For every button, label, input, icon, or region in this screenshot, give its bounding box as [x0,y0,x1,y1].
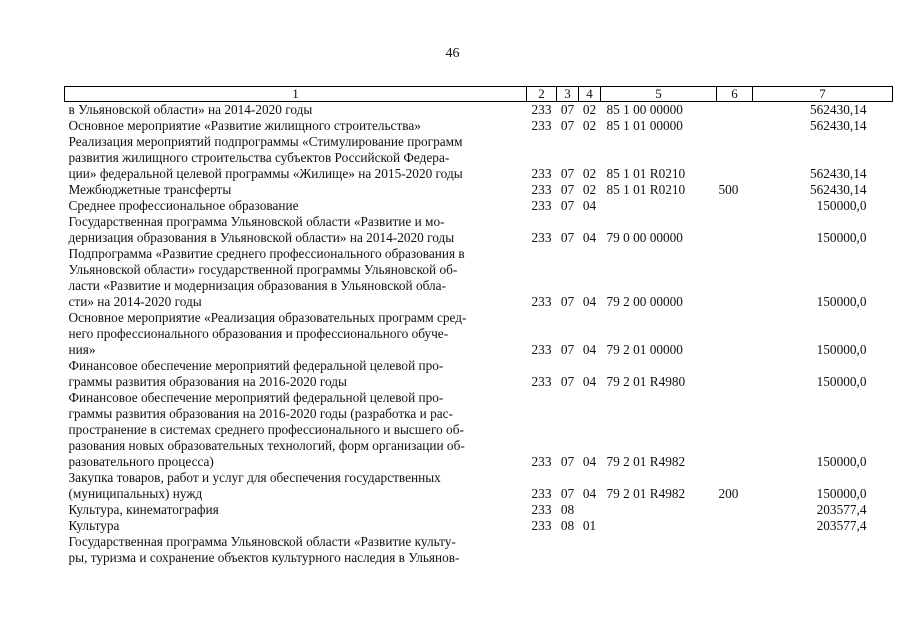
table-row [65,134,893,182]
code-target-article: 79 2 01 R4982 [606,486,686,501]
header-cell: 4 [579,87,601,102]
amount: 562430,14 [809,166,867,181]
amount: 150000,0 [816,230,867,245]
table-row [65,102,893,119]
code-admin: 233 [531,166,552,181]
code-target-article [601,534,717,566]
code-subsection: 04 [582,294,597,309]
code-subsection: 02 [582,118,597,133]
row-name-line: Государственная программа Ульяновской области «Развитие культу- [68,534,456,549]
row-name [65,390,527,470]
amount: 150000,0 [816,374,867,389]
row-name-line: Среднее профессиональное образование [68,198,299,213]
table-row [65,214,893,246]
code-admin: 233 [531,230,552,245]
row-name-line: Закупка товаров, работ и услуг для обеспечения государственных [68,470,441,485]
row-name-line: Финансовое обеспечение мероприятий федеральной целевой про- [68,390,444,405]
row-name [65,182,527,198]
header-cell: 7 [753,87,893,102]
code-subsection: 04 [582,486,597,501]
amount: 150000,0 [816,342,867,357]
code-admin: 233 [531,102,552,117]
code-subsection: 04 [582,230,597,245]
header-cell: 1 [65,87,527,102]
row-name-line: ния» [68,342,96,357]
row-name-line: ры, туризма и сохранение объектов культурного наследия в Ульянов- [68,550,460,565]
code-target-article [601,518,717,534]
code-section: 07 [560,166,575,181]
row-name-line: ции» федеральной целевой программы «Жилище» на 2015-2020 годы [68,166,463,181]
amount: 203577,4 [816,502,867,517]
code-section: 07 [560,118,575,133]
code-target-article: 85 1 01 R0210 [606,182,686,197]
row-name-line: Реализация мероприятий подпрограммы «Стимулирование программ [68,134,463,149]
table-row [65,198,893,214]
code-admin [527,534,557,566]
row-name-line: сти» на 2014-2020 годы [68,294,202,309]
code-expense-type [717,198,753,214]
amount [753,534,893,566]
row-name [65,134,527,182]
code-admin: 233 [531,486,552,501]
row-name [65,214,527,246]
row-name-line: разовательного процесса) [68,454,214,469]
code-subsection: 04 [582,454,597,469]
row-name [65,534,527,566]
code-target-article: 85 1 01 R0210 [606,166,686,181]
code-section: 07 [560,182,575,197]
row-name [65,102,527,119]
code-expense-type [717,134,753,182]
code-expense-type: 200 [718,486,739,501]
row-name [65,118,527,134]
code-section: 07 [560,486,575,501]
amount: 203577,4 [816,518,867,533]
code-admin: 233 [531,342,552,357]
code-section: 07 [560,198,575,213]
code-subsection: 02 [582,102,597,117]
code-section [557,534,579,566]
code-subsection: 01 [582,518,597,533]
code-section: 07 [560,230,575,245]
row-name-line: дернизация образования в Ульяновской области» на 2014-2020 годы [68,230,455,245]
row-name [65,358,527,390]
code-target-article [601,502,717,518]
header-cell: 5 [601,87,717,102]
code-target-article: 79 0 00 00000 [606,230,683,245]
row-name-line: Финансовое обеспечение мероприятий федеральной целевой про- [68,358,444,373]
amount: 562430,14 [809,182,867,197]
code-target-article: 85 1 01 00000 [606,118,683,133]
code-expense-type [717,534,753,566]
header-cell: 6 [717,87,753,102]
amount: 150000,0 [816,198,867,213]
table-row [65,358,893,390]
code-admin: 233 [531,502,552,517]
row-name-line: Государственная программа Ульяновской области «Развитие и мо- [68,214,445,229]
code-target-article [601,198,717,214]
code-expense-type [717,358,753,390]
row-name-line: Основное мероприятие «Развитие жилищного строительства» [68,118,421,133]
row-name-line: пространение в системах среднего профессионального и высшего об- [68,422,464,437]
row-name-line: Ульяновской области» государственной программы Ульяновской об- [68,262,458,277]
row-name-line: (муниципальных) нужд [68,486,203,501]
code-subsection: 04 [582,198,597,213]
code-expense-type [717,518,753,534]
code-subsection [579,502,601,518]
row-name-line: Культура [68,518,120,533]
code-target-article: 79 2 01 R4980 [606,374,686,389]
table-row [65,534,893,566]
budget-table [64,86,893,566]
code-section: 08 [560,518,575,533]
page-number: 46 [445,46,460,61]
row-name-line: разования новых образовательных технологий, форм организации об- [68,438,465,453]
code-expense-type [717,246,753,310]
code-section: 07 [560,374,575,389]
code-admin: 233 [531,198,552,213]
amount: 562430,14 [809,102,867,117]
row-name [65,502,527,518]
code-target-article: 79 2 01 00000 [606,342,683,357]
code-admin: 233 [531,182,552,197]
amount: 562430,14 [809,118,867,133]
table-header-row [65,87,893,102]
table-row [65,502,893,518]
row-name-line: Основное мероприятие «Реализация образовательных программ сред- [68,310,467,325]
row-name-line: граммы развития образования на 2016-2020 годы (разработка и рас- [68,406,453,421]
code-section: 07 [560,294,575,309]
code-section: 07 [560,454,575,469]
row-name-line: развития жилищного строительства субъектов Российской Федера- [68,150,450,165]
code-admin: 233 [531,294,552,309]
table-body [65,102,893,567]
code-target-article: 79 2 00 00000 [606,294,683,309]
row-name [65,198,527,214]
table-row [65,518,893,534]
row-name [65,310,527,358]
row-name-line: граммы развития образования на 2016-2020 годы [68,374,347,389]
code-target-article: 85 1 00 00000 [606,102,683,117]
row-name-line: Подпрограмма «Развитие среднего профессионального образования в [68,246,465,261]
table-row [65,118,893,134]
code-expense-type [717,502,753,518]
row-name-line: ласти «Развитие и модернизация образования в Ульяновской обла- [68,278,447,293]
row-name [65,470,527,502]
table-row [65,246,893,310]
table-row [65,390,893,470]
code-admin: 233 [531,518,552,533]
table-row [65,182,893,198]
table-row [65,310,893,358]
header-cell: 3 [557,87,579,102]
row-name-line: в Ульяновской области» на 2014-2020 годы [68,102,313,117]
amount: 150000,0 [816,486,867,501]
code-target-article: 79 2 01 R4982 [606,454,686,469]
amount: 150000,0 [816,454,867,469]
header-cell: 2 [527,87,557,102]
code-expense-type [717,118,753,134]
row-name-line: него профессионального образования и профессионального обуче- [68,326,449,341]
code-admin: 233 [531,374,552,389]
amount: 150000,0 [816,294,867,309]
code-expense-type [717,310,753,358]
row-name-line: Межбюджетные трансферты [68,182,232,197]
code-subsection: 04 [582,374,597,389]
row-name [65,246,527,310]
table-row [65,470,893,502]
code-expense-type [717,390,753,470]
code-subsection [579,534,601,566]
row-name-line: Культура, кинематография [68,502,219,517]
code-expense-type [717,102,753,119]
code-section: 08 [560,502,575,517]
code-subsection: 02 [582,166,597,181]
code-section: 07 [560,342,575,357]
code-subsection: 02 [582,182,597,197]
code-expense-type [717,214,753,246]
code-expense-type: 500 [718,182,739,197]
code-admin: 233 [531,454,552,469]
code-admin: 233 [531,118,552,133]
code-section: 07 [560,102,575,117]
code-subsection: 04 [582,342,597,357]
row-name [65,518,527,534]
